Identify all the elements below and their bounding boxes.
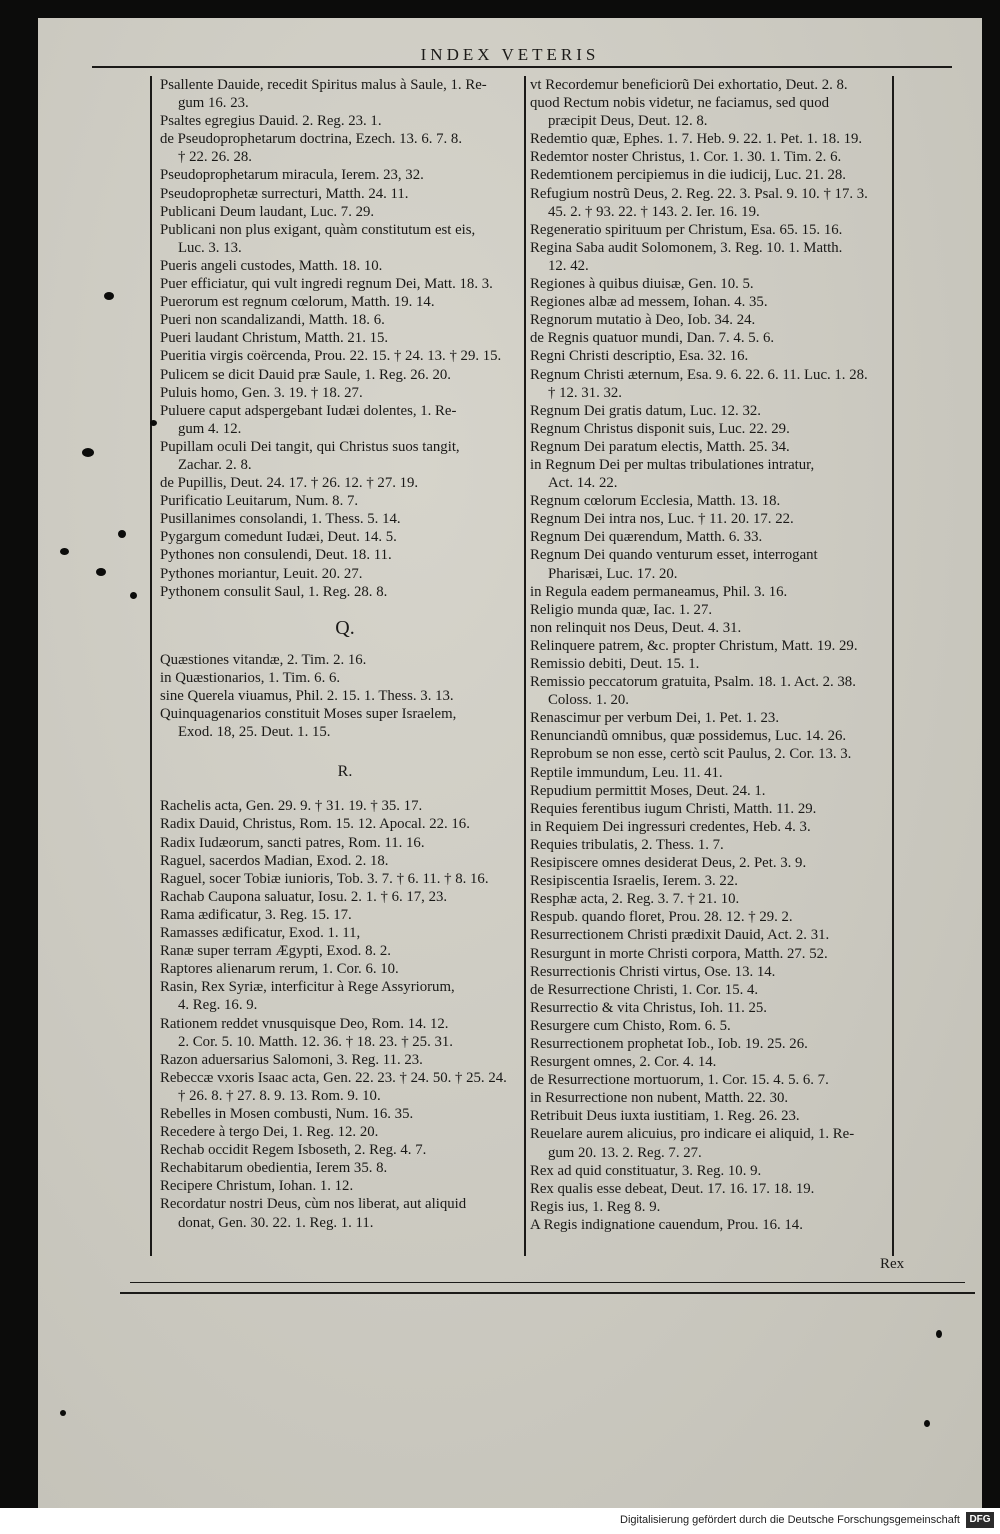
index-entry: Regnum Dei gratis datum, Luc. 12. 32. (530, 402, 761, 419)
index-entry: 2. Cor. 5. 10. Matth. 12. 36. † 18. 23. † 25. 31. (178, 1033, 453, 1050)
dfg-logo: DFG (966, 1512, 994, 1528)
index-entry: Renascimur per verbum Dei, 1. Pet. 1. 23. (530, 710, 780, 727)
index-entry: Renunciandũ omnibus, quæ possidemus, Luc. 14. 26. (530, 728, 847, 745)
running-head: INDEX VETERIS (420, 45, 600, 64)
index-entry: donat, Gen. 30. 22. 1. Reg. 1. 11. (178, 1214, 374, 1231)
index-entry: Pueritia virgis coërcenda, Prou. 22. 15. † 24. 13. † 29. 15. (160, 348, 502, 365)
footer-credit: Digitalisierung gefördert durch die Deutsche Forschungsgemeinschaft (620, 1514, 960, 1526)
index-entry: Pseudoprophetæ surrecturi, Matth. 24. 11. (160, 185, 409, 202)
index-entry: Raguel, socer Tobiæ iunioris, Tob. 3. 7. † 6. 11. † 8. 16. (160, 870, 489, 887)
ink-spot (60, 1410, 66, 1416)
index-entry: non relinquit nos Deus, Deut. 4. 31. (530, 619, 742, 636)
index-entry: A Regis indignatione cauendum, Prou. 16. 14. (530, 1216, 803, 1233)
index-entry: 12. 42. (548, 257, 589, 274)
index-entry: Zachar. 2. 8. (178, 456, 252, 473)
index-entry: Reptile immundum, Leu. 11. 41. (530, 764, 723, 781)
index-entry: Publicani Deum laudant, Luc. 7. 29. (160, 203, 375, 220)
index-entry: Regnum Dei intra nos, Luc. † 11. 20. 17. 22. (530, 511, 794, 528)
index-entry: Ranæ super terram Ægypti, Exod. 8. 2. (160, 943, 391, 960)
index-entry: sine Querela viuamus, Phil. 2. 15. 1. Thess. 3. 13. (160, 688, 454, 704)
index-entry: Publicani non plus exigant, quàm constitutum est eis, (160, 221, 476, 238)
index-entry: Resurgent omnes, 2. Cor. 4. 14. (530, 1054, 717, 1071)
index-entry: Regni Christi descriptio, Esa. 32. 16. (530, 348, 749, 365)
index-entry: Puluere caput adspergebant Iudæi dolentes, 1. Re- (160, 402, 457, 419)
entries-p (160, 76, 530, 601)
ink-spot (104, 292, 114, 300)
index-entry: Redemtionem percipiemus in die iudicij, Luc. 21. 28. (530, 167, 847, 184)
index-entry: Resipiscere omnes desiderat Deus, 2. Pet. 3. 9. (530, 855, 807, 872)
index-entry: Pueri laudant Christum, Matth. 21. 15. (160, 330, 389, 347)
ink-spot (936, 1330, 942, 1338)
index-entry: de Resurrectione mortuorum, 1. Cor. 15. 4. 5. 6. 7. (530, 1072, 829, 1089)
index-entry: Resurgere cum Chisto, Rom. 6. 5. (530, 1017, 731, 1034)
index-entry: Razon aduersarius Salomoni, 3. Reg. 11. 23. (160, 1051, 423, 1068)
index-entry: 45. 2. † 93. 22. † 143. 2. Ier. 16. 19. (548, 203, 760, 220)
index-entry: Relinquere patrem, &c. propter Christum, Matt. 19. 29. (530, 637, 858, 654)
index-entry: Exod. 18, 25. Deut. 1. 15. (178, 724, 331, 741)
entries-q (160, 651, 530, 741)
index-entry: Radix Dauid, Christus, Rom. 15. 12. Apocal. 22. 16. (160, 816, 470, 833)
ink-spot (118, 530, 126, 538)
index-entry: Requies tribulatis, 2. Thess. 1. 7. (530, 836, 724, 853)
index-entry: Coloss. 1. 20. (548, 692, 629, 709)
index-entry: de Pupillis, Deut. 24. 17. † 26. 12. † 27. 19. (160, 475, 419, 492)
index-entry: Psallente Dauide, recedit Spiritus malus à Saule, 1. Re- (160, 77, 487, 93)
index-entry: Puerorum est regnum cœlorum, Matth. 19. 14. (160, 294, 435, 311)
entries-right (530, 76, 900, 1234)
index-entry: in Regnum Dei per multas tribulationes intratur, (530, 456, 815, 473)
index-entry: Remissio peccatorum gratuita, Psalm. 18. 1. Act. 2. 38. (530, 674, 856, 691)
index-entry: Regnum Christus disponit suis, Luc. 22. 29. (530, 420, 790, 437)
entries-r (160, 797, 530, 1231)
ink-spot (60, 548, 69, 555)
index-entry: Regnum Dei quærendum, Matth. 6. 33. (530, 529, 763, 546)
index-entry: Resurgunt in morte Christi corpora, Matth. 27. 52. (530, 945, 828, 962)
right-column (530, 76, 900, 1234)
index-entry: de Pseudoprophetarum doctrina, Ezech. 13. 6. 7. 8. (160, 131, 463, 148)
index-entry: Recedere à tergo Dei, 1. Reg. 12. 20. (160, 1124, 379, 1141)
index-entry: Purificatio Leuitarum, Num. 8. 7. (160, 493, 359, 510)
index-entry: Rebeccæ vxoris Isaac acta, Gen. 22. 23. † 24. 50. † 25. 24. (160, 1069, 507, 1086)
index-entry: Regnum Dei paratum electis, Matth. 25. 34. (530, 438, 790, 455)
index-entry: Pueri non scandalizandi, Matth. 18. 6. (160, 312, 385, 329)
index-entry: Regnum Christi æternum, Esa. 9. 6. 22. 6. 11. Luc. 1. 28. (530, 366, 868, 383)
index-entry: Rechabitarum obedientia, Ierem 35. 8. (160, 1160, 388, 1177)
digitization-footer (0, 1508, 1000, 1534)
index-entry: Regiones albæ ad messem, Iohan. 4. 35. (530, 294, 768, 311)
index-entry: Regiones à quibus diuisæ, Gen. 10. 5. (530, 276, 754, 293)
index-entry: † 22. 26. 28. (178, 149, 252, 166)
ink-spot (82, 448, 94, 457)
index-entry: Pythonem consulit Saul, 1. Reg. 28. 8. (160, 583, 388, 600)
index-entry: Resurrectionis Christi virtus, Ose. 13. 14. (530, 963, 776, 980)
index-entry: Puer efficiatur, qui vult ingredi regnum Dei, Matt. 18. 3. (160, 276, 493, 293)
index-entry: in Quæstionarios, 1. Tim. 6. 6. (160, 669, 341, 686)
index-entry: Quinquagenarios constituit Moses super Israelem, (160, 706, 457, 723)
index-entry: præcipit Deus, Deut. 12. 8. (548, 113, 708, 130)
index-entry: Requies ferentibus iugum Christi, Matth. 11. 29. (530, 800, 817, 817)
index-entry: Act. 14. 22. (548, 475, 618, 492)
index-entry: † 12. 31. 32. (548, 384, 622, 401)
index-entry: Psaltes egregius Dauid. 2. Reg. 23. 1. (160, 113, 382, 130)
bottom-frame-rule (120, 1292, 975, 1294)
index-entry: Recipere Christum, Iohan. 1. 12. (160, 1178, 354, 1195)
index-entry: Refugium nostrũ Deus, 2. Reg. 22. 3. Psal. 9. 10. † 17. 3. (530, 185, 868, 202)
index-entry: gum 16. 23. (178, 95, 249, 112)
index-entry: Regnum Dei quando venturum esset, interrogant (530, 547, 818, 564)
index-entry: Pygargum comedunt Iudæi, Deut. 14. 5. (160, 529, 397, 546)
section-heading-r: R. (337, 763, 353, 781)
index-entry: Pusillanimes consolandi, 1. Thess. 5. 14. (160, 511, 401, 528)
index-entry: in Requiem Dei ingressuri credentes, Heb. 4. 3. (530, 818, 811, 835)
index-entry: Reuelare aurem alicuius, pro indicare ei aliquid, 1. Re- (530, 1126, 855, 1143)
index-entry: gum 20. 13. 2. Reg. 7. 27. (548, 1144, 702, 1161)
catchword: Rex (880, 1256, 905, 1272)
index-entry: in Regula eadem permaneamus, Phil. 3. 16. (530, 583, 788, 600)
index-entry: Rex qualis esse debeat, Deut. 17. 16. 17. 18. 19. (530, 1180, 815, 1197)
left-column (160, 76, 530, 1232)
index-entry: Pythones moriantur, Leuit. 20. 27. (160, 565, 363, 582)
index-entry: Retribuit Deus iuxta iustitiam, 1. Reg. 26. 23. (530, 1108, 800, 1125)
left-border-rule (150, 76, 152, 1256)
index-entry: Resurrectio & vita Christus, Ioh. 11. 25. (530, 999, 767, 1016)
index-entry: Rachab Caupona saluatur, Iosu. 2. 1. † 6. 17, 23. (160, 888, 448, 905)
index-entry: de Resurrectione Christi, 1. Cor. 15. 4. (530, 981, 759, 998)
index-entry: Rachelis acta, Gen. 29. 9. † 31. 19. † 35. 17. (160, 798, 423, 815)
index-entry: gum 4. 12. (178, 420, 242, 437)
index-entry: Quæstiones vitandæ, 2. Tim. 2. 16. (160, 651, 367, 668)
index-entry: Resurrectionem prophetat Iob., Iob. 19. 25. 26. (530, 1035, 808, 1052)
index-entry: Rebelles in Mosen combusti, Num. 16. 35. (160, 1105, 414, 1122)
index-entry: Regis ius, 1. Reg 8. 9. (530, 1198, 661, 1215)
index-entry: Resipiscentia Israelis, Ierem. 3. 22. (530, 873, 738, 890)
index-entry: Pulicem se dicit Dauid præ Saule, 1. Reg. 26. 20. (160, 366, 451, 383)
index-entry: Pharisæi, Luc. 17. 20. (548, 565, 678, 582)
index-entry: Regnum cœlorum Ecclesia, Matth. 13. 18. (530, 493, 781, 510)
header-rule (92, 66, 952, 68)
index-entry: Puluis homo, Gen. 3. 19. † 18. 27. (160, 384, 363, 401)
index-entry: Pythones non consulendi, Deut. 18. 11. (160, 547, 392, 564)
ink-spot (150, 420, 157, 426)
index-entry: Reprobum se non esse, certò scit Paulus, 2. Cor. 13. 3. (530, 746, 852, 763)
index-entry: Rasin, Rex Syriæ, interficitur à Rege Assyriorum, (160, 979, 455, 996)
index-entry: Luc. 3. 13. (178, 239, 242, 256)
index-entry: Regina Saba audit Solomonem, 3. Reg. 10. 1. Matth. (530, 239, 843, 256)
index-entry: Recordatur nostri Deus, cùm nos liberat, aut aliquid (160, 1196, 467, 1213)
index-entry: Rex ad quid constituatur, 3. Reg. 10. 9. (530, 1162, 762, 1179)
index-entry: Radix Iudæorum, sancti patres, Rom. 11. 16. (160, 834, 425, 851)
index-entry: Ramasses ædificatur, Exod. 1. 11, (160, 925, 361, 942)
index-entry: Rationem reddet vnusquisque Deo, Rom. 14. 12. (160, 1015, 449, 1032)
index-entry: in Resurrectione non nubent, Matth. 22. 30. (530, 1090, 789, 1107)
ink-spot (96, 568, 106, 576)
index-entry: Regeneratio spirituum per Christum, Esa. 65. 15. 16. (530, 221, 843, 238)
bottom-frame-rule-inner (130, 1282, 965, 1283)
ink-spot (924, 1420, 930, 1427)
index-entry: Repudium permittit Moses, Deut. 24. 1. (530, 782, 766, 799)
index-entry: Rechab occidit Regem Isboseth, 2. Reg. 4. 7. (160, 1142, 427, 1159)
index-entry: 4. Reg. 16. 9. (178, 997, 258, 1014)
index-entry: quod Rectum nobis videtur, ne faciamus, sed quod (530, 95, 829, 112)
index-entry: de Regnis quatuor mundi, Dan. 7. 4. 5. 6. (530, 330, 775, 347)
index-entry: Rama ædificatur, 3. Reg. 15. 17. (160, 906, 352, 923)
index-entry: Pueris angeli custodes, Matth. 18. 10. (160, 257, 383, 274)
ink-spot (130, 592, 137, 599)
index-entry: Regnorum mutatio à Deo, Iob. 34. 24. (530, 312, 756, 329)
section-heading-q: Q. (335, 616, 355, 639)
index-entry: Resphæ acta, 2. Reg. 3. 7. † 21. 10. (530, 891, 740, 908)
index-entry: Raptores alienarum rerum, 1. Cor. 6. 10. (160, 961, 399, 978)
index-entry: vt Recordemur beneficiorũ Dei exhortatio, Deut. 2. 8. (530, 77, 848, 93)
index-entry: Religio munda quæ, Iac. 1. 27. (530, 601, 713, 618)
index-entry: Redemtio quæ, Ephes. 1. 7. Heb. 9. 22. 1. Pet. 1. 18. 19. (530, 131, 863, 148)
index-entry: Resurrectionem Christi prædixit Dauid, Act. 2. 31. (530, 927, 830, 944)
index-entry: Redemtor noster Christus, 1. Cor. 1. 30. 1. Tim. 2. 6. (530, 149, 842, 166)
index-entry: Pupillam oculi Dei tangit, qui Christus suos tangit, (160, 438, 460, 455)
index-entry: Raguel, sacerdos Madian, Exod. 2. 18. (160, 852, 389, 869)
index-entry: † 26. 8. † 27. 8. 9. 13. Rom. 9. 10. (178, 1087, 381, 1104)
index-entry: Pseudoprophetarum miracula, Ierem. 23, 32. (160, 167, 424, 184)
index-entry: Remissio debiti, Deut. 15. 1. (530, 656, 700, 672)
index-entry: Respub. quando floret, Prou. 28. 12. † 29. 2. (530, 909, 793, 926)
